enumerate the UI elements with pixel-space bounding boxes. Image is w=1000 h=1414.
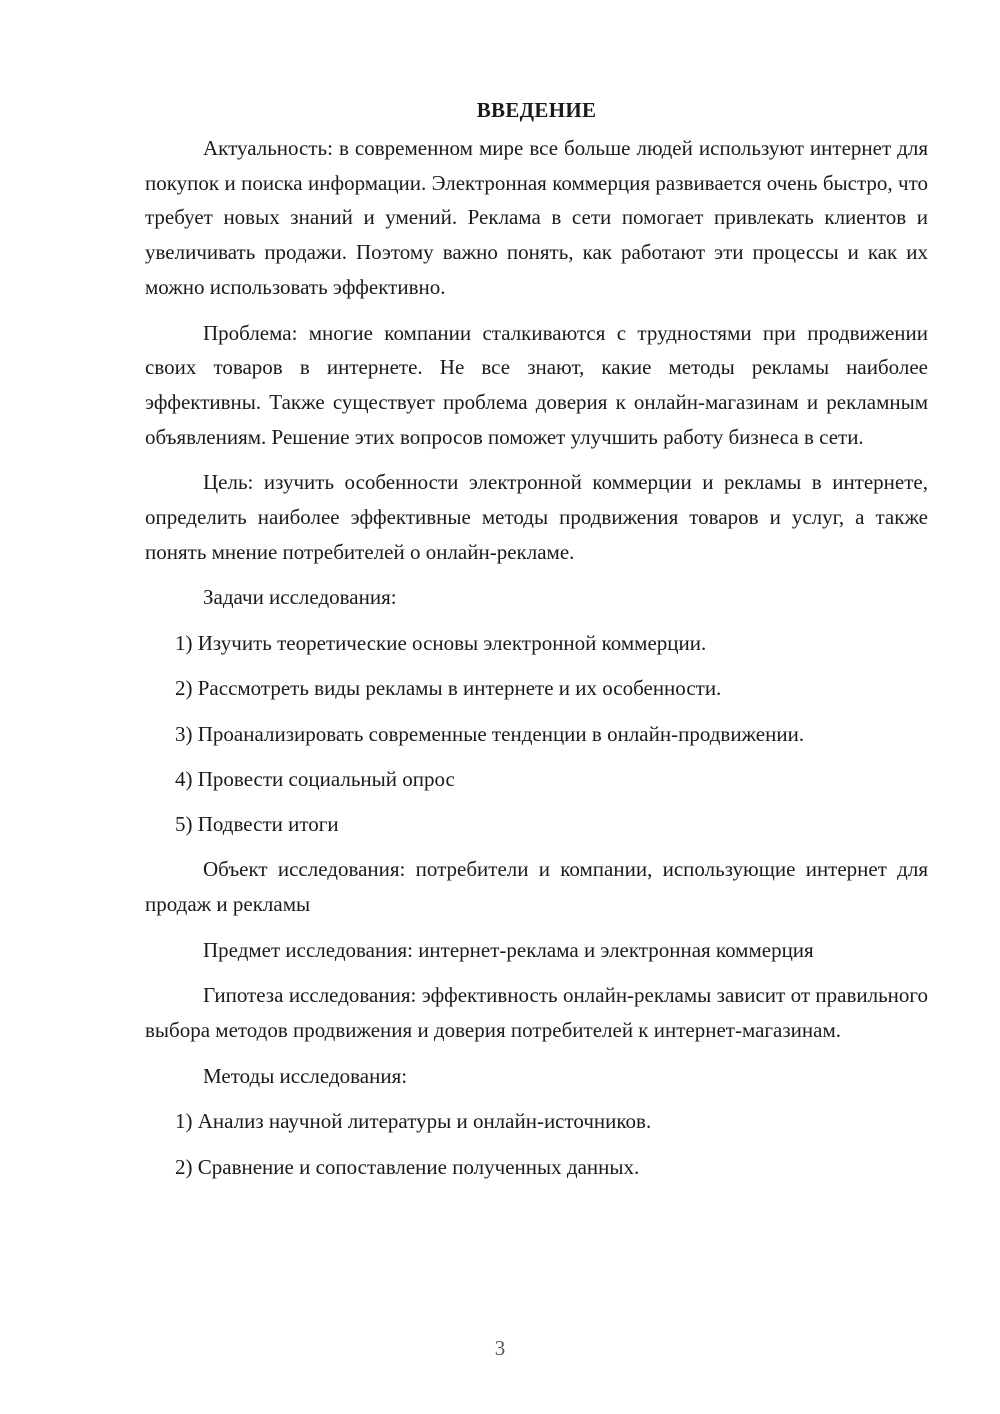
list-item: 5) Подвести итоги bbox=[175, 811, 339, 836]
list-item: 2) Рассмотреть виды рекламы в интернете и их особенности. bbox=[175, 676, 722, 701]
tasks-list bbox=[145, 626, 928, 842]
page-number: 3 bbox=[494, 1336, 506, 1360]
methods-list bbox=[145, 1104, 928, 1184]
page-content bbox=[145, 92, 928, 1195]
list-item: 1) Анализ научной литературы и онлайн-источников. bbox=[175, 1109, 652, 1134]
list-item: 3) Проанализировать современные тенденции в онлайн-продвижении. bbox=[175, 721, 805, 746]
methods-label: Методы исследования: bbox=[203, 1063, 408, 1088]
list-item: 2) Сравнение и сопоставление полученных данных. bbox=[175, 1154, 640, 1179]
goal-paragraph: Цель: изучить особенности электронной коммерции и рекламы в интернете, определить наиболее эффективные методы продвижения товаров и услуг, а также понять мнение потребителей о онлайн-рекламе. bbox=[145, 470, 928, 564]
section-heading: ВВЕДЕНИЕ bbox=[476, 98, 597, 122]
list-item: 1) Изучить теоретические основы электронной коммерции. bbox=[175, 631, 707, 656]
object-paragraph: Объект исследования: потребители и компании, использующие интернет для продаж и рекламы bbox=[145, 857, 928, 916]
subject-paragraph: Предмет исследования: интернет-реклама и электронная коммерция bbox=[203, 937, 814, 962]
relevance-paragraph: Актуальность: в современном мире все больше людей используют интернет для покупок и поиска информации. Электронная коммерция развивается очень быстро, что требует новых знаний и умений. Реклама в сети помогает привлекать клиентов и увеличивать продажи. Поэтому важно понять, как работают эти процессы и как их можно использовать эффективно. bbox=[145, 136, 928, 299]
list-item: 4) Провести социальный опрос bbox=[175, 766, 455, 791]
tasks-label: Задачи исследования: bbox=[203, 585, 397, 610]
hypothesis-paragraph: Гипотеза исследования: эффективность онлайн-рекламы зависит от правильного выбора методов продвижения и доверия потребителей к интернет-магазинам. bbox=[145, 983, 928, 1042]
problem-paragraph: Проблема: многие компании сталкиваются с трудностями при продвижении своих товаров в интернете. Не все знают, какие методы рекламы наиболее эффективны. Также существует проблема доверия к онлайн-магазинам и рекламным объявлениям. Решение этих вопросов поможет улучшить работу бизнеса в сети. bbox=[145, 320, 928, 449]
